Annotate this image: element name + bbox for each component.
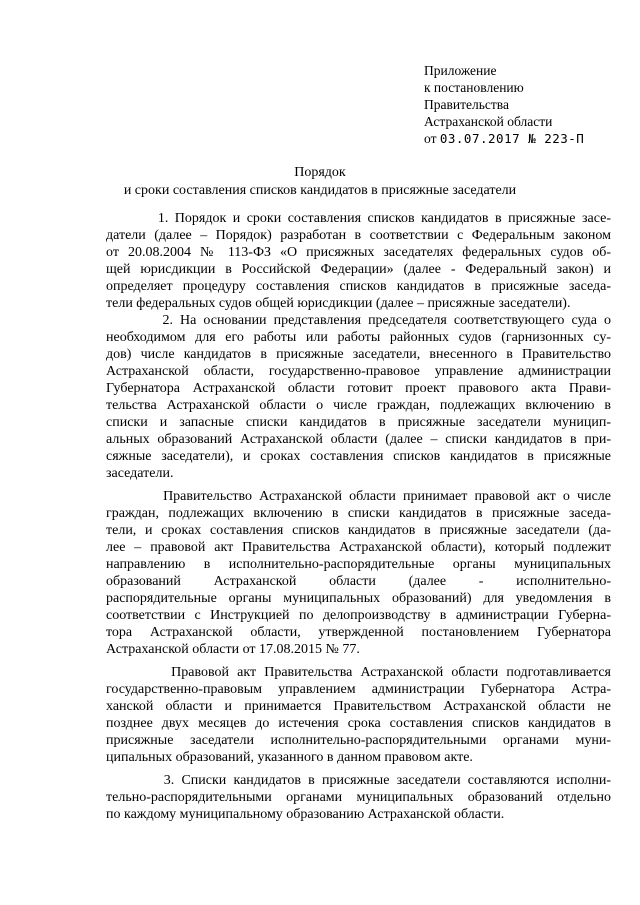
document-body bbox=[106, 210, 611, 823]
paragraph-line: образований Астраханской области (далее - исполнительно- bbox=[106, 574, 611, 589]
paragraph-line: датели (далее – Порядок) разработан в соответствии с Федеральным законом bbox=[106, 228, 611, 243]
paragraph-line: необходимом для его работы или работы районных судов (гарнизонных су- bbox=[106, 330, 611, 345]
paragraph-line: Правительство Астраханской области принимает правовой акт о числе bbox=[106, 489, 611, 504]
paragraph bbox=[106, 312, 611, 482]
paragraph-line: 2. На основании представления председателя соответствующего суда о bbox=[106, 313, 611, 328]
paragraph-line: от 20.08.2004 № 113-ФЗ «О присяжных заседателях федеральных судов об- bbox=[106, 245, 611, 260]
appendix-line-4: Астраханской области bbox=[424, 114, 553, 129]
paragraph-line: заседатели. bbox=[106, 466, 174, 481]
paragraph bbox=[106, 664, 611, 766]
paragraph-line: присяжные заседатели исполнительно-распорядительными органами муни- bbox=[106, 733, 611, 748]
appendix-date-line bbox=[424, 130, 584, 147]
appendix-block bbox=[424, 62, 584, 147]
document-title: Порядок bbox=[294, 165, 346, 180]
paragraph-line: тели, и сроках составления списков кандидатов в присяжные заседатели (да- bbox=[106, 523, 611, 538]
paragraph-line: Губернатора Астраханской области готовит проект правового акта Прави- bbox=[106, 381, 611, 396]
paragraph-line: сяжные заседатели), и сроках составления списков кандидатов в присяжные bbox=[106, 449, 611, 464]
paragraph-line: ципальных образований, указанного в данном правовом акте. bbox=[106, 750, 473, 765]
paragraph-line: Правовой акт Правительства Астраханской области подготавливается bbox=[106, 665, 611, 680]
paragraph-line: 3. Списки кандидатов в присяжные заседатели составляются исполни- bbox=[106, 773, 611, 788]
paragraph-line: распорядительные органы муниципальных образований) для уведомления в bbox=[106, 591, 611, 606]
appendix-line-3: Правительства bbox=[424, 97, 509, 112]
paragraph-line: соответствии с Инструкцией по делопроизводству в администрации Губерна- bbox=[106, 608, 611, 623]
paragraph-line: позднее двух месяцев до истечения срока составления списков кандидатов в bbox=[106, 716, 611, 731]
appendix-date-prefix: от bbox=[424, 131, 437, 146]
paragraph-line: тели федеральных судов общей юрисдикции (далее – присяжные заседатели). bbox=[106, 296, 571, 311]
paragraph-line: списки и запасные списки кандидатов в присяжные заседатели муницип- bbox=[106, 415, 611, 430]
appendix-date-stamp: 03.07.2017 № 223-П bbox=[439, 131, 585, 146]
paragraph-line: Астраханской области, государственно-правовое управление администрации bbox=[106, 364, 611, 379]
paragraph bbox=[106, 772, 611, 823]
paragraph-line: щей юрисдикции в Российской Федерации» (далее - Федеральный закон) и bbox=[106, 262, 611, 277]
paragraph-line: 1. Порядок и сроки составления списков кандидатов в присяжные засе- bbox=[106, 211, 611, 226]
paragraph-line: ханской области и принимается Правительством Астраханской области не bbox=[106, 699, 611, 714]
paragraph bbox=[106, 488, 611, 658]
paragraph-line: определяет процедуру составления списков кандидатов в присяжные заседа- bbox=[106, 279, 611, 294]
appendix-line-2: к постановлению bbox=[424, 80, 524, 95]
paragraph-line: тельно-распорядительными органами муниципальных образований отдельно bbox=[106, 790, 611, 805]
paragraph-line: направлению в исполнительно-распорядительные органы муниципальных bbox=[106, 557, 611, 572]
paragraph-line: альных образований Астраханской области (далее – списки кандидатов в при- bbox=[106, 432, 611, 447]
document-subtitle: и сроки составления списков кандидатов в присяжные заседатели bbox=[123, 183, 517, 198]
paragraph-line: дов) числе кандидатов в присяжные заседатели, внесенного в Правительство bbox=[106, 347, 611, 362]
paragraph-line: по каждому муниципальному образованию Астраханской области. bbox=[106, 807, 505, 822]
paragraph-line: лее – правовой акт Правительства Астраханской области), который подлежит bbox=[106, 540, 611, 555]
paragraph bbox=[106, 210, 611, 312]
paragraph-line: тора Астраханской области, утвержденной постановлением Губернатора bbox=[106, 625, 611, 640]
appendix-line-1: Приложение bbox=[424, 63, 497, 78]
paragraph-line: граждан, подлежащих включению в списки кандидатов в присяжные заседа- bbox=[106, 506, 611, 521]
paragraph-line: тельства Астраханской области о числе граждан, подлежащих включению в bbox=[106, 398, 611, 413]
paragraph-line: Астраханской области от 17.08.2015 № 77. bbox=[106, 642, 360, 657]
paragraph-line: государственно-правовым управлением администрации Губернатора Астра- bbox=[106, 682, 611, 697]
